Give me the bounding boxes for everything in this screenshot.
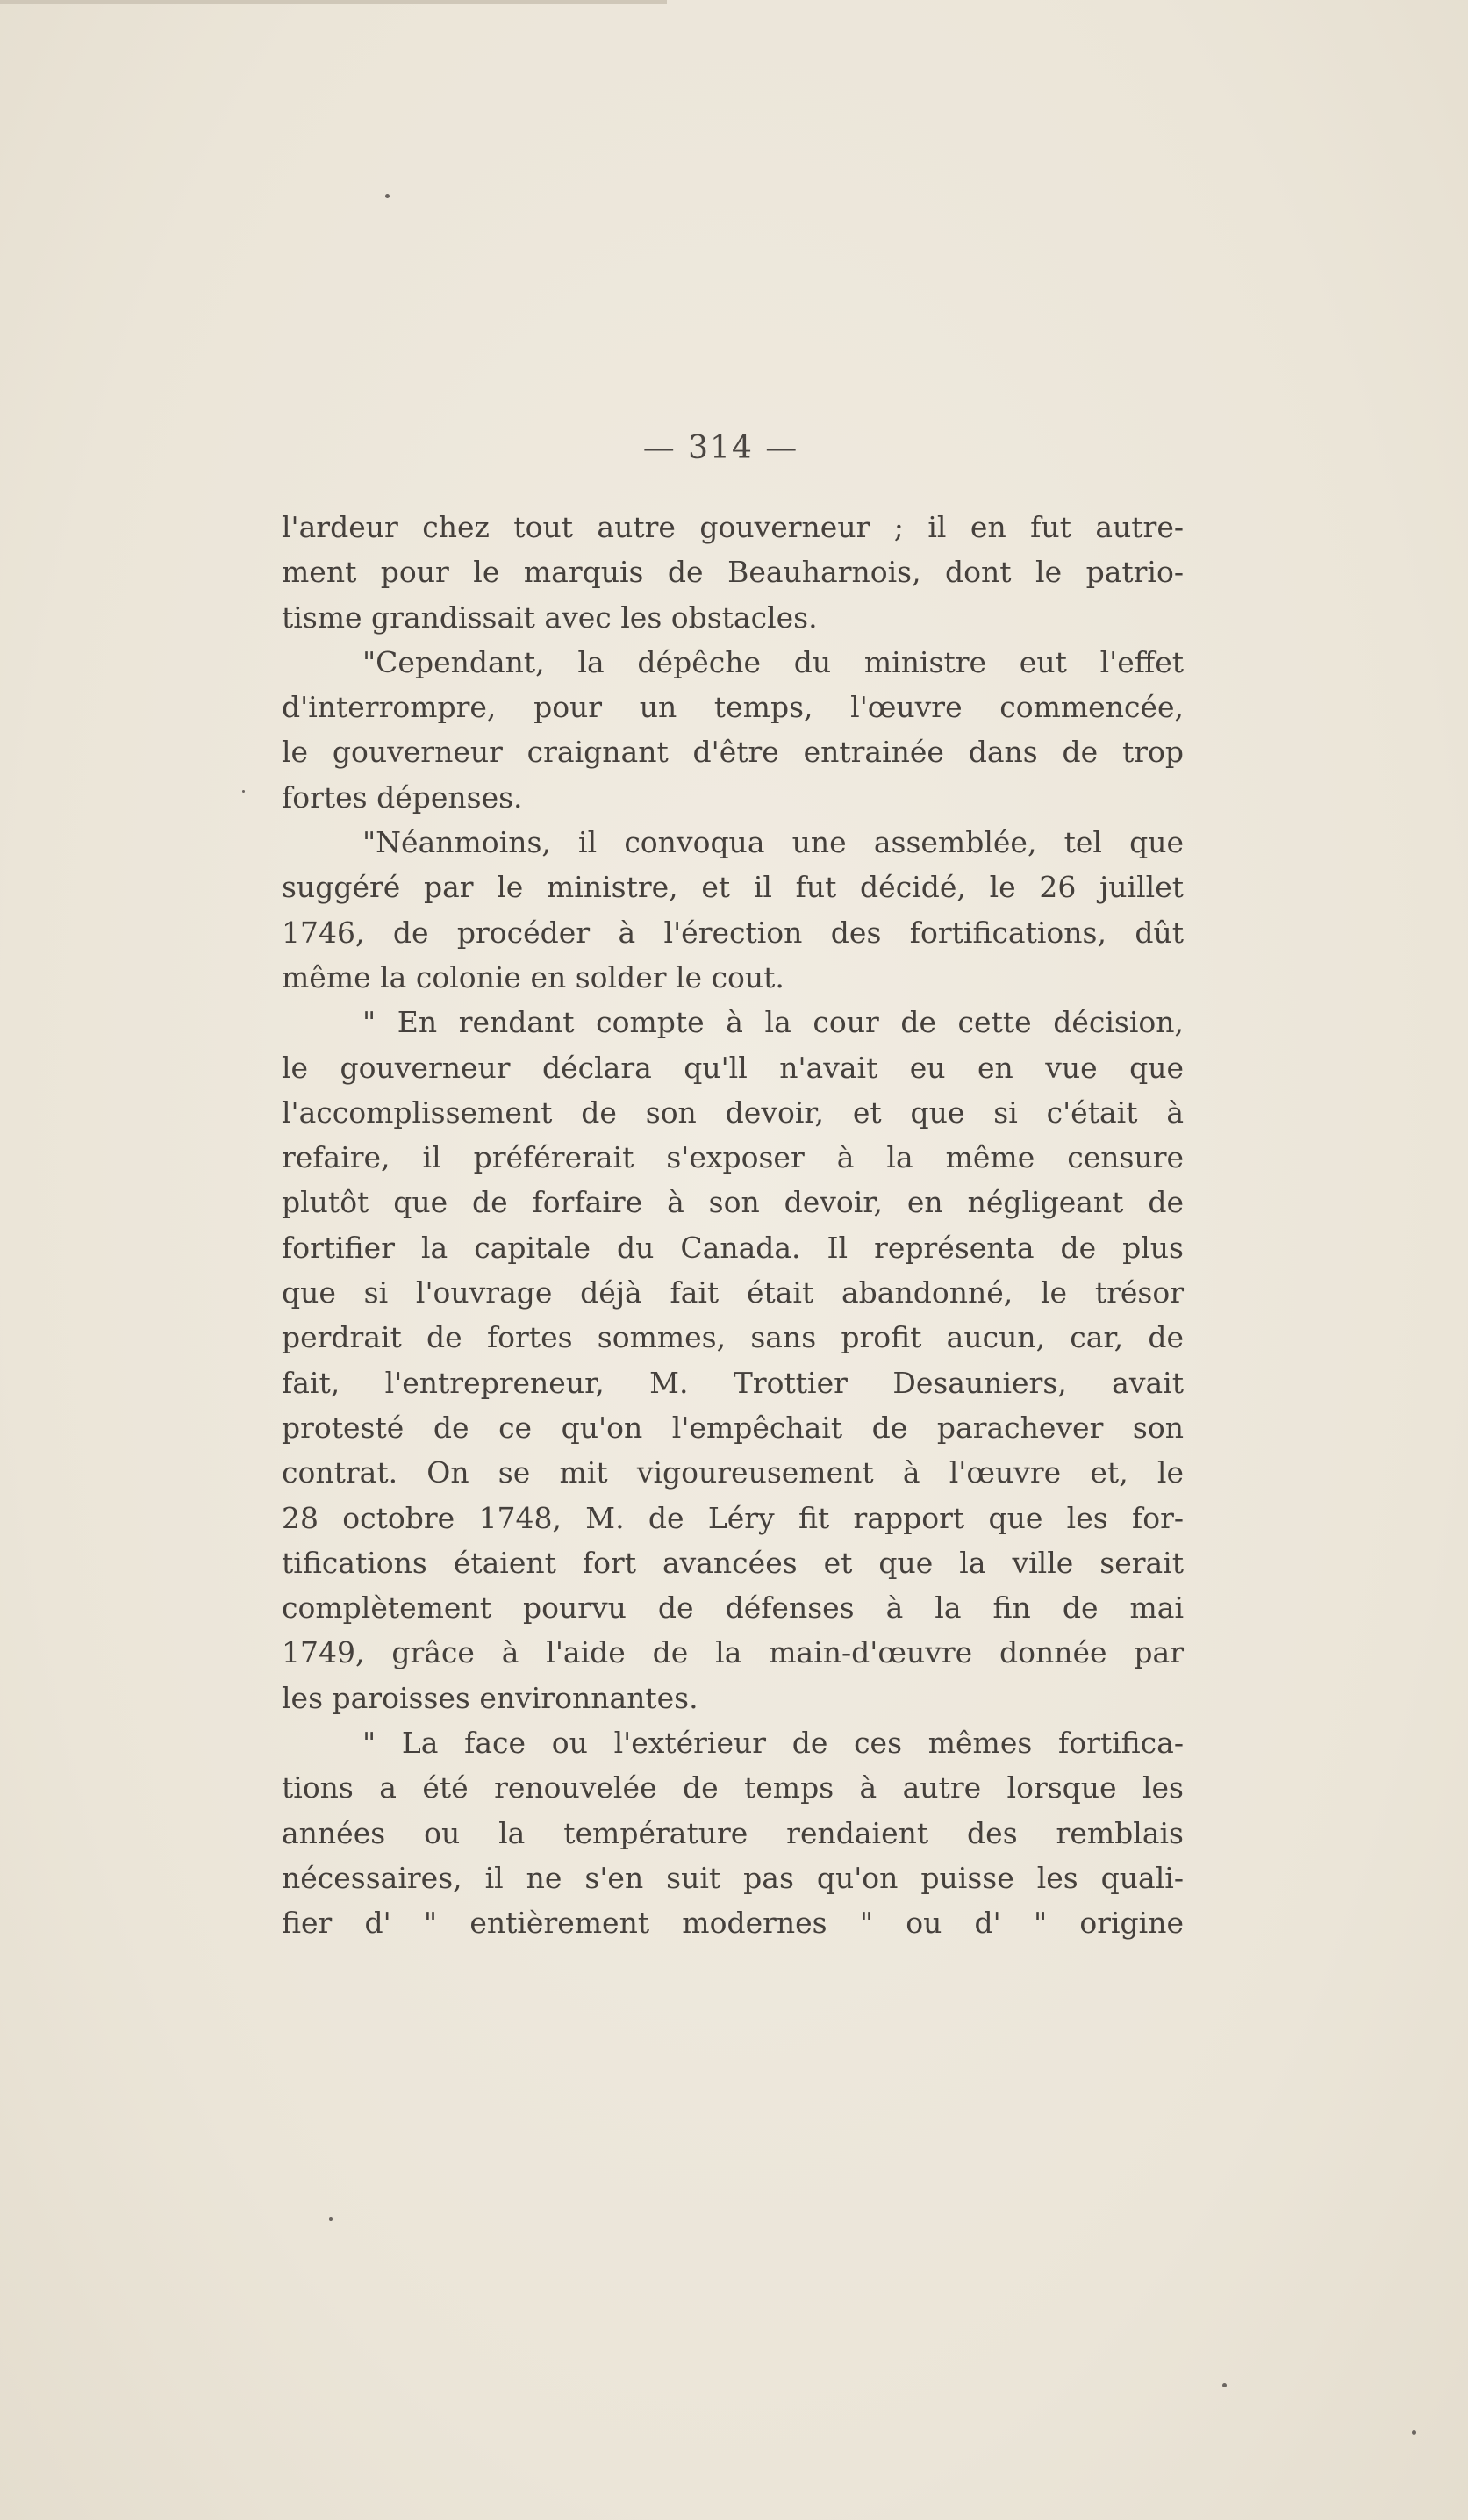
text-line: ment pour le marquis de Beauharnois, dont le patrio- — [282, 555, 1184, 590]
ink-speck — [242, 790, 245, 793]
text-line: le gouverneur déclara qu'll n'avait eu en vue que — [282, 1050, 1184, 1085]
text-line: 1749, grâce à l'aide de la main-d'œuvre donnée par — [282, 1635, 1184, 1670]
text-line: "Néanmoins, il convoqua une assemblée, tel que — [362, 825, 1184, 860]
page-number: — 314 — — [642, 430, 799, 466]
text-line: l'ardeur chez tout autre gouverneur ; il en fut autre- — [282, 510, 1184, 544]
ink-speck — [329, 2217, 333, 2221]
text-line: contrat. On se mit vigoureusement à l'œuvre et, le — [282, 1455, 1184, 1490]
text-line: fier d' " entièrement modernes " ou d' " origine — [282, 1906, 1184, 1941]
text-line: 28 octobre 1748, M. de Léry fit rapport que les for- — [282, 1500, 1184, 1535]
text-line: fortifier la capitale du Canada. Il représenta de plus — [282, 1230, 1184, 1265]
text-line: tisme grandissait avec les obstacles. — [282, 599, 818, 635]
text-line: années ou la température rendaient des remblais — [282, 1815, 1184, 1850]
body-text — [282, 505, 1184, 1946]
text-line: fortes dépenses. — [282, 779, 523, 815]
ink-speck — [1222, 2383, 1227, 2387]
text-line: " En rendant compte à la cour de cette décision, — [362, 1005, 1184, 1040]
text-line: "Cependant, la dépêche du ministre eut l'effet — [362, 644, 1184, 679]
text-line: protesté de ce qu'on l'empêchait de parachever son — [282, 1410, 1184, 1445]
text-line: fait, l'entrepreneur, M. Trottier Desauniers, avait — [282, 1365, 1184, 1400]
ink-speck — [385, 194, 390, 198]
text-line: même la colonie en solder le cout. — [282, 959, 784, 994]
text-line: complètement pourvu de défenses à la fin de mai — [282, 1590, 1184, 1626]
text-line: suggéré par le ministre, et il fut décidé, le 26 juillet — [282, 870, 1184, 905]
text-line: d'interrompre, pour un temps, l'œuvre commencée, — [282, 690, 1184, 725]
text-line: nécessaires, il ne s'en suit pas qu'on puisse les quali- — [282, 1860, 1184, 1895]
text-line: l'accomplissement de son devoir, et que si c'était à — [282, 1095, 1184, 1130]
text-line: refaire, il préférerait s'exposer à la même censure — [282, 1140, 1184, 1175]
text-line: plutôt que de forfaire à son devoir, en négligeant de — [282, 1185, 1184, 1220]
text-line: les paroisses environnantes. — [282, 1680, 698, 1715]
ink-speck — [1412, 2430, 1416, 2435]
text-line: perdrait de fortes sommes, sans profit aucun, car, de — [282, 1320, 1184, 1355]
page-top-edge — [0, 0, 667, 4]
text-line: 1746, de procéder à l'érection des fortifications, dût — [282, 915, 1184, 950]
text-line: que si l'ouvrage déjà fait était abandonné, le trésor — [282, 1275, 1184, 1310]
text-line: le gouverneur craignant d'être entrainée dans de trop — [282, 735, 1184, 770]
text-line: tions a été renouvelée de temps à autre lorsque les — [282, 1770, 1184, 1806]
text-line: " La face ou l'extérieur de ces mêmes fortifica- — [362, 1726, 1184, 1761]
text-line: tifications étaient fort avancées et que la ville serait — [282, 1545, 1184, 1580]
